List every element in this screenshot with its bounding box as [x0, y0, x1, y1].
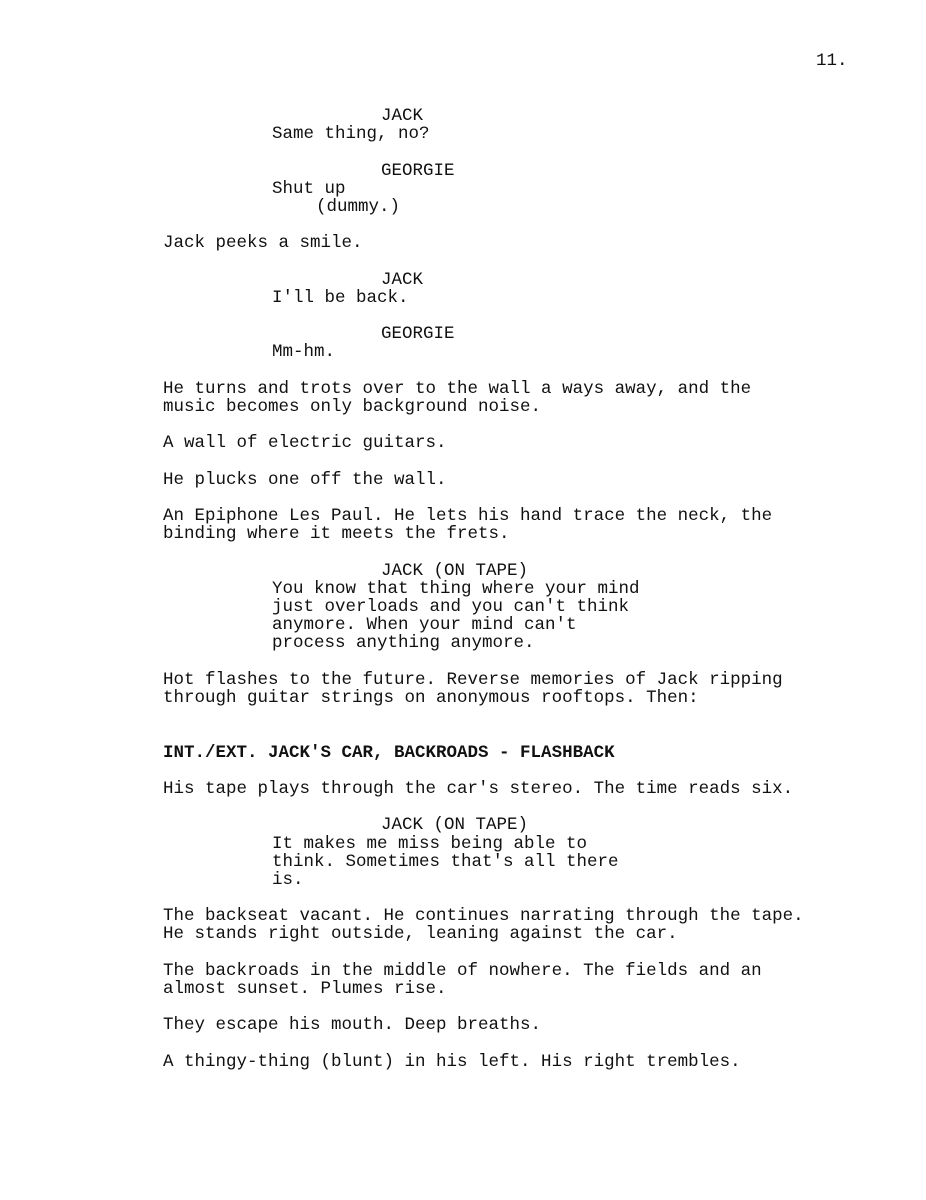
action-line: Hot flashes to the future. Reverse memories of Jack ripping	[163, 669, 783, 690]
spacer	[0, 725, 926, 743]
dialogue-line-block	[0, 125, 926, 143]
action-line: A wall of electric guitars.	[163, 433, 447, 454]
character-cue: JACK	[381, 106, 424, 126]
dialogue-line: think. Sometimes that's all there	[272, 851, 619, 872]
action-line-block	[0, 471, 926, 489]
dialogue-line: is.	[272, 869, 304, 890]
character-cue: JACK (ON TAPE)	[381, 560, 529, 581]
action-line: He plucks one off the wall.	[163, 469, 447, 490]
action-line: binding where it meets the frets.	[163, 524, 510, 545]
parenthetical: (dummy.)	[316, 196, 401, 217]
action-line: An Epiphone Les Paul. He lets his hand trace the neck, the	[163, 506, 773, 527]
dialogue-line-block	[0, 289, 926, 307]
action-line: The backroads in the middle of nowhere. The fields and an	[163, 960, 762, 981]
dialogue-line-block	[0, 580, 926, 653]
spacer	[0, 653, 926, 671]
action-line-block	[0, 962, 926, 998]
scene-heading-block	[0, 744, 926, 762]
action-line-block	[0, 234, 926, 252]
character-cue-block	[0, 562, 926, 580]
dialogue-line: I'll be back.	[272, 287, 409, 308]
screenplay-body	[0, 107, 926, 1071]
character-cue: GEORGIE	[381, 324, 455, 345]
spacer	[0, 253, 926, 271]
character-cue: GEORGIE	[381, 160, 455, 181]
action-line: through guitar strings on anonymous rooftops. Then:	[163, 688, 699, 708]
character-cue-block	[0, 325, 926, 343]
character-cue: JACK	[381, 269, 424, 290]
spacer	[0, 307, 926, 325]
dialogue-line: anymore. When your mind can't	[272, 615, 577, 636]
spacer	[0, 1035, 926, 1053]
action-line: He stands right outside, leaning against the car.	[163, 924, 678, 945]
dialogue-line: Shut up	[272, 178, 346, 199]
action-line: The backseat vacant. He continues narrating through the tape.	[163, 906, 804, 927]
character-cue-block	[0, 162, 926, 180]
action-line-block	[0, 907, 926, 943]
action-line-block	[0, 380, 926, 416]
action-line: Jack peeks a smile.	[163, 233, 363, 254]
dialogue-line: You know that thing where your mind	[272, 578, 640, 599]
scene-heading: INT./EXT. JACK'S CAR, BACKROADS - FLASHBACK	[163, 742, 615, 763]
parenthetical-block	[0, 198, 926, 216]
spacer	[0, 762, 926, 780]
spacer	[0, 416, 926, 434]
spacer	[0, 489, 926, 507]
dialogue-line-block	[0, 835, 926, 890]
page-number: 11.	[816, 51, 848, 71]
dialogue-line: Same thing, no?	[272, 124, 430, 145]
spacer	[0, 453, 926, 471]
dialogue-line: just overloads and you can't think	[272, 597, 630, 618]
character-cue: JACK (ON TAPE)	[381, 815, 529, 836]
dialogue-line-block	[0, 180, 926, 198]
action-line-block	[0, 507, 926, 543]
spacer	[0, 798, 926, 816]
character-cue-block	[0, 271, 926, 289]
dialogue-line: Mm-hm.	[272, 342, 336, 363]
action-line: almost sunset. Plumes rise.	[163, 979, 447, 999]
spacer	[0, 216, 926, 234]
action-line-block	[0, 1053, 926, 1071]
action-line: music becomes only background noise.	[163, 397, 542, 417]
spacer	[0, 544, 926, 562]
action-line-block	[0, 1016, 926, 1034]
spacer	[0, 944, 926, 962]
action-line: He turns and trots over to the wall a ways away, and the	[163, 378, 752, 399]
dialogue-line: process anything anymore.	[272, 633, 535, 654]
dialogue-line-block	[0, 343, 926, 361]
action-line-block	[0, 671, 926, 707]
spacer	[0, 889, 926, 907]
action-line-block	[0, 434, 926, 452]
spacer	[0, 143, 926, 161]
dialogue-line: It makes me miss being able to	[272, 833, 588, 854]
spacer	[0, 998, 926, 1016]
character-cue-block	[0, 107, 926, 125]
spacer	[0, 707, 926, 725]
action-line: A thingy-thing (blunt) in his left. His right trembles.	[163, 1051, 741, 1072]
action-line-block	[0, 780, 926, 798]
character-cue-block	[0, 816, 926, 834]
action-line: They escape his mouth. Deep breaths.	[163, 1015, 542, 1036]
action-line: His tape plays through the car's stereo. The time reads six.	[163, 778, 794, 799]
spacer	[0, 362, 926, 380]
